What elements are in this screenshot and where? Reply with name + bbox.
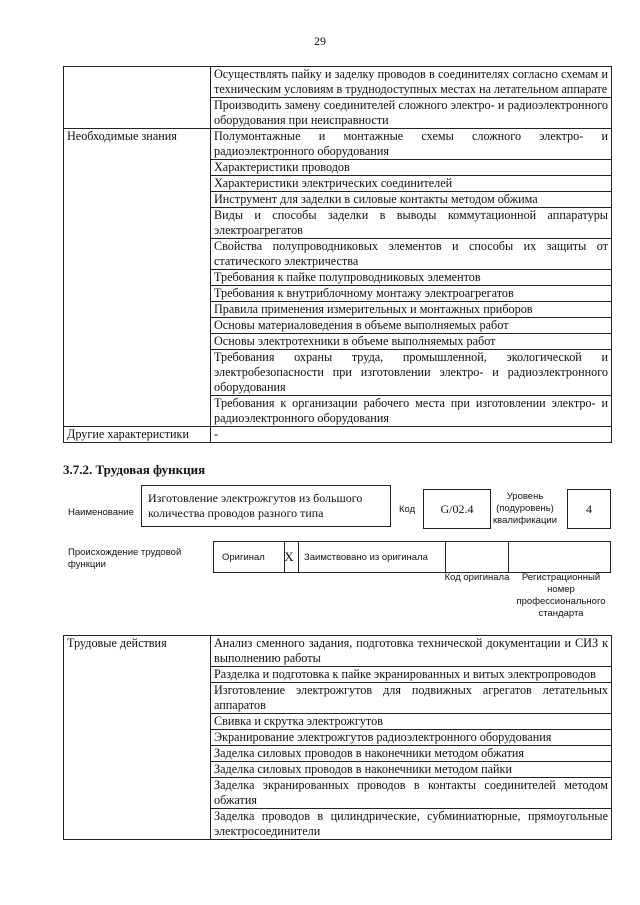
table-row bbox=[64, 67, 612, 98]
row-label bbox=[64, 67, 211, 129]
table-cell: Разделка и подготовка к пайке экранированных и витых электропроводов bbox=[211, 667, 612, 683]
table-row bbox=[64, 129, 612, 160]
name-value-box bbox=[141, 485, 391, 527]
table-cell: Экранирование электрожгутов радиоэлектронного оборудования bbox=[211, 730, 612, 746]
reg-caption: Регистрационный номер профессионального стандарта bbox=[516, 572, 606, 619]
requirements-table bbox=[63, 66, 612, 443]
table-cell: Заделка силовых проводов в наконечники методом обжатия bbox=[211, 746, 612, 762]
labor-actions-table bbox=[63, 635, 612, 840]
table-cell: Требования к пайке полупроводниковых элементов bbox=[211, 270, 612, 286]
table-cell: Полумонтажные и монтажные схемы сложного электро- и радиоэлектронного оборудования bbox=[211, 129, 612, 160]
table-cell: Инструмент для заделки в силовые контакты методом обжима bbox=[211, 192, 612, 208]
original-mark: X bbox=[284, 549, 294, 564]
table-cell: Виды и способы заделки в выводы коммутационной аппаратуры электроагрегатов bbox=[211, 208, 612, 239]
table-cell: Производить замену соединителей сложного электро- и радиоэлектронного оборудования при неисправности bbox=[211, 98, 612, 129]
table-cell: Характеристики проводов bbox=[211, 160, 612, 176]
row-label-knowledge: Необходимые знания bbox=[64, 129, 211, 427]
origin-label: Происхождение трудовой функции bbox=[68, 547, 182, 570]
divider bbox=[508, 542, 509, 572]
table-row bbox=[64, 427, 612, 443]
table-cell: Требования охраны труда, промышленной, экологической и электробезопасности при изготовлении электро- и радиоэлектронного оборудования bbox=[211, 350, 612, 396]
code-value: G/02.4 bbox=[423, 489, 491, 529]
divider bbox=[298, 542, 299, 572]
table-cell: Требования к внутриблочному монтажу электроагрегатов bbox=[211, 286, 612, 302]
row-label-other: Другие характеристики bbox=[64, 427, 211, 443]
table-cell: Изготовление электрожгутов для подвижных агрегатов летательных аппаратов bbox=[211, 683, 612, 714]
table-cell: - bbox=[211, 427, 612, 443]
table-cell: Свивка и скрутка электрожгутов bbox=[211, 714, 612, 730]
section-heading: 3.7.2. Трудовая функция bbox=[63, 462, 206, 477]
row-label-actions: Трудовые действия bbox=[64, 636, 211, 840]
table-cell: Основы материаловедения в объеме выполняемых работ bbox=[211, 318, 612, 334]
level-label: Уровень (подуровень) квалификации bbox=[492, 491, 558, 526]
table-cell: Осуществлять пайку и заделку проводов в соединителях согласно схемам и техническим условиям в труднодоступных местах на летательном аппарате bbox=[211, 67, 612, 98]
table-cell: Требования к организации рабочего места при изготовлении электро- и радиоэлектронного оборудования bbox=[211, 396, 612, 427]
name-label: Наименование bbox=[68, 507, 134, 518]
code-caption: Код оригинала bbox=[444, 572, 510, 583]
table-cell: Правила применения измерительных и монтажных приборов bbox=[211, 302, 612, 318]
table-cell: Свойства полупроводниковых элементов и способы их защиты от статического электричества bbox=[211, 239, 612, 270]
divider bbox=[445, 542, 446, 572]
table-cell: Основы электротехники в объеме выполняемых работ bbox=[211, 334, 612, 350]
table-cell: Заделка проводов в цилиндрические, субминиатюрные, прямоугольные электросоединители bbox=[211, 809, 612, 840]
table-cell: Заделка экранированных проводов в контакты соединителей методом обжатия bbox=[211, 778, 612, 809]
table-row bbox=[64, 636, 612, 667]
table-cell: Анализ сменного задания, подготовка технической документации и СИЗ к выполнению работы bbox=[211, 636, 612, 667]
page-number: 29 bbox=[314, 34, 326, 48]
original-label: Оригинал bbox=[222, 552, 265, 563]
name-value: Изготовление электрожгутов из большого количества проводов разного типа bbox=[148, 491, 363, 520]
level-value: 4 bbox=[567, 489, 611, 529]
table-cell: Характеристики электрических соединителей bbox=[211, 176, 612, 192]
borrowed-label: Заимствовано из оригинала bbox=[304, 552, 428, 563]
table-cell: Заделка силовых проводов в наконечники методом пайки bbox=[211, 762, 612, 778]
origin-box bbox=[213, 541, 611, 573]
code-label: Код bbox=[399, 504, 416, 515]
